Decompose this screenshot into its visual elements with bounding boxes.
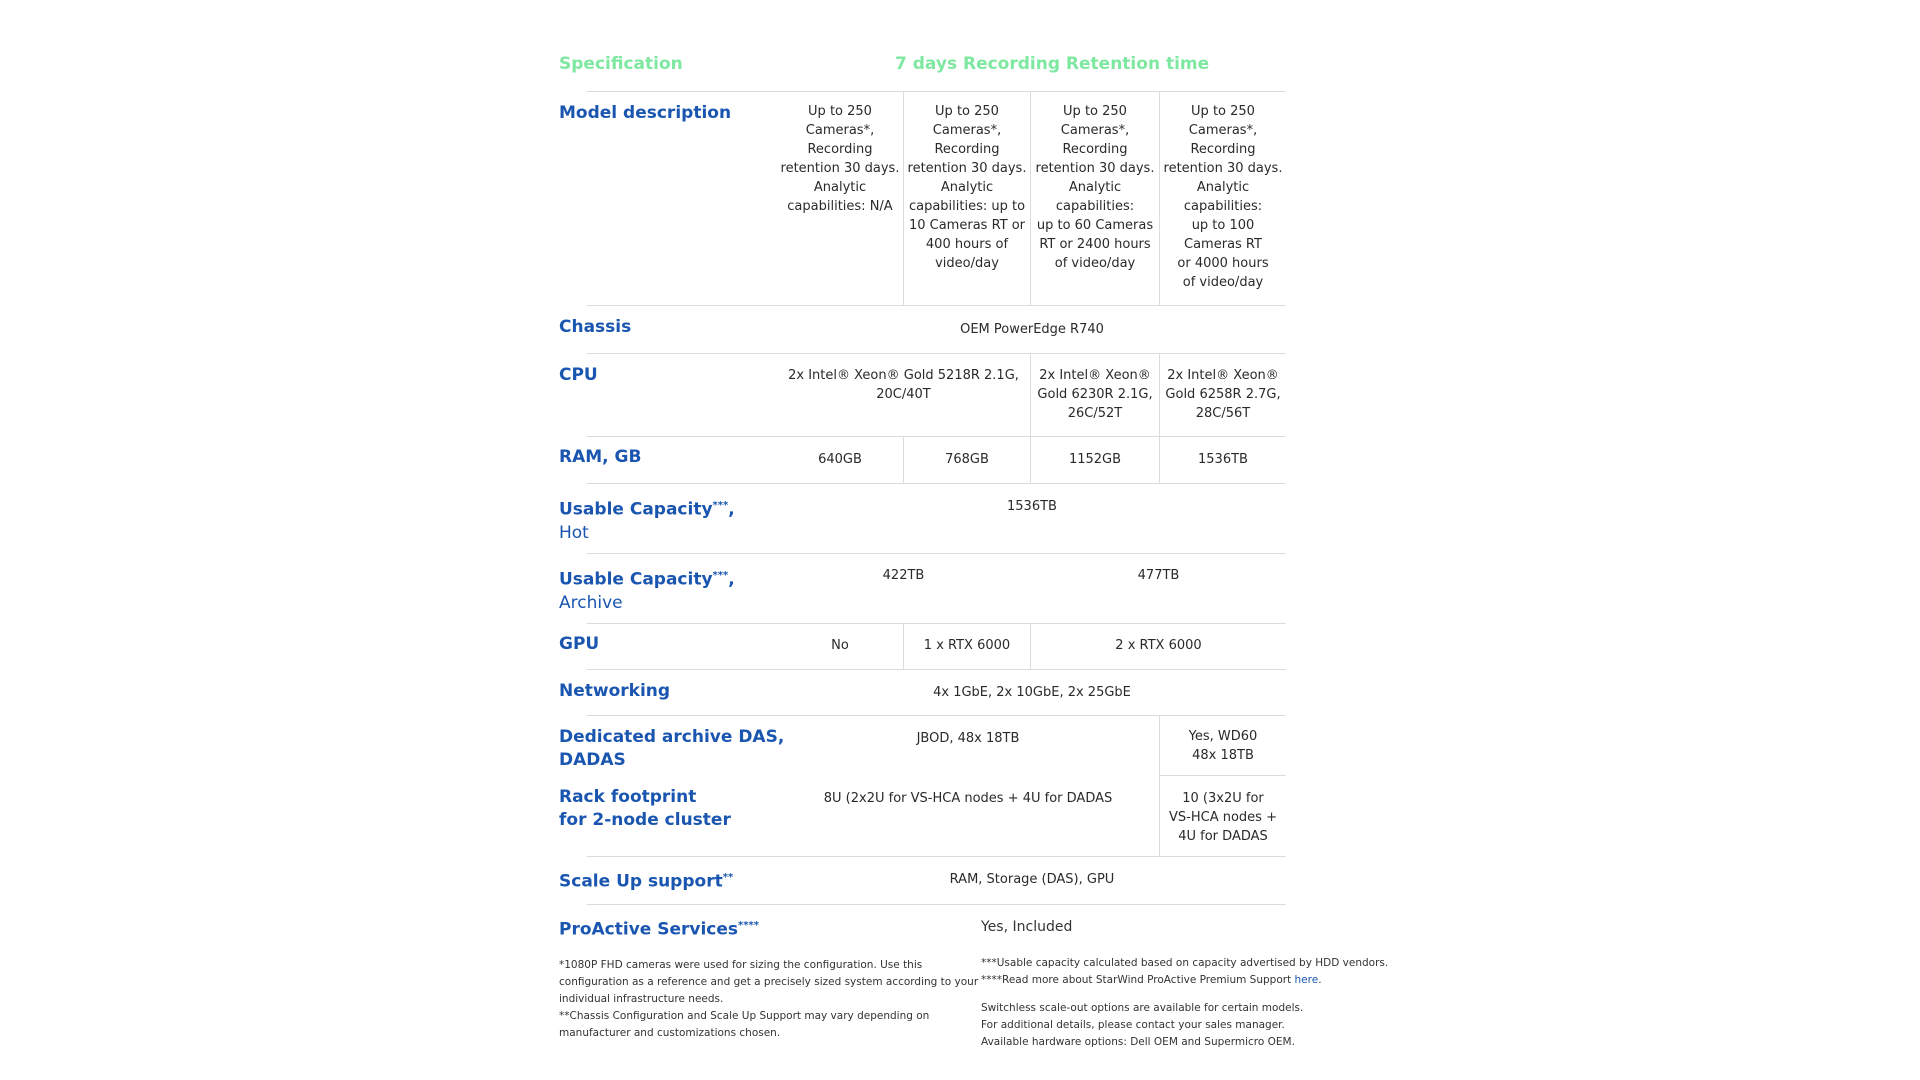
column-divider	[1159, 92, 1160, 305]
divider	[587, 436, 1286, 437]
usable-hot-value: 1536TB	[1007, 499, 1057, 514]
divider	[587, 353, 1286, 354]
proactive-label: ProActive Services****	[559, 919, 759, 940]
column-divider	[903, 437, 904, 483]
usable-archive-col-3-4: 477TB	[1137, 568, 1180, 583]
column-divider	[1159, 716, 1160, 856]
ram-col-4: 1536TB	[1198, 452, 1248, 467]
cpu-col-4: 2x Intel® Xeon® Gold 6258R 2.7G, 28C/56T	[1165, 368, 1281, 421]
networking-value: 4x 1GbE, 2x 10GbE, 2x 25GbE	[933, 685, 1131, 700]
gpu-label: GPU	[559, 634, 600, 654]
usable-archive-col-1-2: 422TB	[882, 568, 925, 583]
divider	[587, 623, 1286, 624]
cpu-col-3: 2x Intel® Xeon® Gold 6230R 2.1G, 26C/52T	[1037, 368, 1153, 421]
model-label: Model description	[559, 103, 732, 123]
footnote-capacity: ***Usable capacity calculated based on capacity advertised by HDD vendors.	[981, 957, 1389, 969]
chassis-value: OEM PowerEdge R740	[960, 322, 1104, 337]
rack-col-4: 10 (3x2U for VS-HCA nodes + 4U for DADAS	[1169, 791, 1277, 844]
rack-label: Rack footprint for 2-node cluster	[559, 787, 731, 830]
rack-col-1-3: 8U (2x2U for VS-HCA nodes + 4U for DADAS	[823, 791, 1113, 806]
chassis-label: Chassis	[559, 317, 632, 337]
divider	[587, 904, 1286, 905]
column-divider	[903, 92, 904, 305]
ram-label: RAM, GB	[559, 447, 642, 467]
divider	[587, 669, 1286, 670]
das-label: Dedicated archive DAS, DADAS	[559, 727, 785, 770]
cpu-label: CPU	[559, 365, 598, 385]
gpu-col-2: 1 x RTX 6000	[923, 638, 1011, 653]
column-divider	[1030, 624, 1031, 669]
footnote-options: Switchless scale-out options are available for certain models. For additional details, please contact your sales manager. Available hardware options: Dell OEM and Supermicro OEM.	[981, 1002, 1304, 1048]
column-divider	[1030, 437, 1031, 483]
das-col-1-3: JBOD, 48x 18TB	[916, 731, 1020, 746]
footnote-proactive: ****Read more about StarWind ProActive Premium Support here.	[981, 974, 1322, 986]
model-col-4: Up to 250 Cameras*, Recording retention 30 days. Analytic capabilities: up to 100 Cameras RT or 4000 hours of video/day	[1163, 104, 1283, 290]
divider	[587, 715, 1286, 716]
gpu-col-3-4: 2 x RTX 6000	[1115, 638, 1202, 653]
scaleup-label: Scale Up support**	[559, 871, 734, 892]
column-divider	[1159, 437, 1160, 483]
scaleup-value: RAM, Storage (DAS), GPU	[949, 872, 1115, 887]
ram-col-3: 1152GB	[1068, 452, 1122, 467]
cpu-col-1-2: 2x Intel® Xeon® Gold 5218R 2.1G, 20C/40T	[788, 368, 1019, 402]
proactive-value: Yes, Included	[981, 919, 1073, 935]
model-col-2: Up to 250 Cameras*, Recording retention 30 days. Analytic capabilities: up to 10 Cameras RT or 400 hours of video/day	[907, 104, 1027, 271]
proactive-here-link[interactable]: here	[1294, 974, 1319, 986]
divider	[587, 856, 1286, 857]
retention-header: 7 days Recording Retention time	[895, 54, 1210, 74]
model-col-3: Up to 250 Cameras*, Recording retention 30 days. Analytic capabilities: up to 60 Cameras RT or 2400 hours of video/day	[1035, 104, 1155, 271]
usable-archive-label: Usable Capacity***, Archive	[559, 569, 735, 613]
divider	[587, 553, 1286, 554]
networking-label: Networking	[559, 681, 671, 701]
usable-hot-label: Usable Capacity***, Hot	[559, 499, 735, 543]
footnote-left: *1080P FHD cameras were used for sizing the configuration. Use this configuration as a reference and get a precisely sized system according to your individual infrastructure needs. **Chassis Configuration and Scale Up Support may vary depending on manufacturer and customizations chosen.	[559, 959, 979, 1039]
ram-col-1: 640GB	[818, 452, 862, 467]
ram-col-2: 768GB	[945, 452, 989, 467]
column-divider	[903, 624, 904, 669]
column-divider	[1030, 92, 1031, 305]
column-divider	[1030, 354, 1031, 436]
column-divider	[1159, 354, 1160, 436]
divider	[1159, 775, 1286, 776]
divider	[587, 305, 1286, 306]
das-col-4: Yes, WD60 48x 18TB	[1188, 729, 1258, 763]
gpu-col-1: No	[831, 638, 849, 653]
model-col-1: Up to 250 Cameras*, Recording retention 30 days. Analytic capabilities: N/A	[780, 104, 900, 214]
divider	[587, 91, 1286, 92]
spec-header: Specification	[559, 54, 683, 74]
divider	[587, 483, 1286, 484]
